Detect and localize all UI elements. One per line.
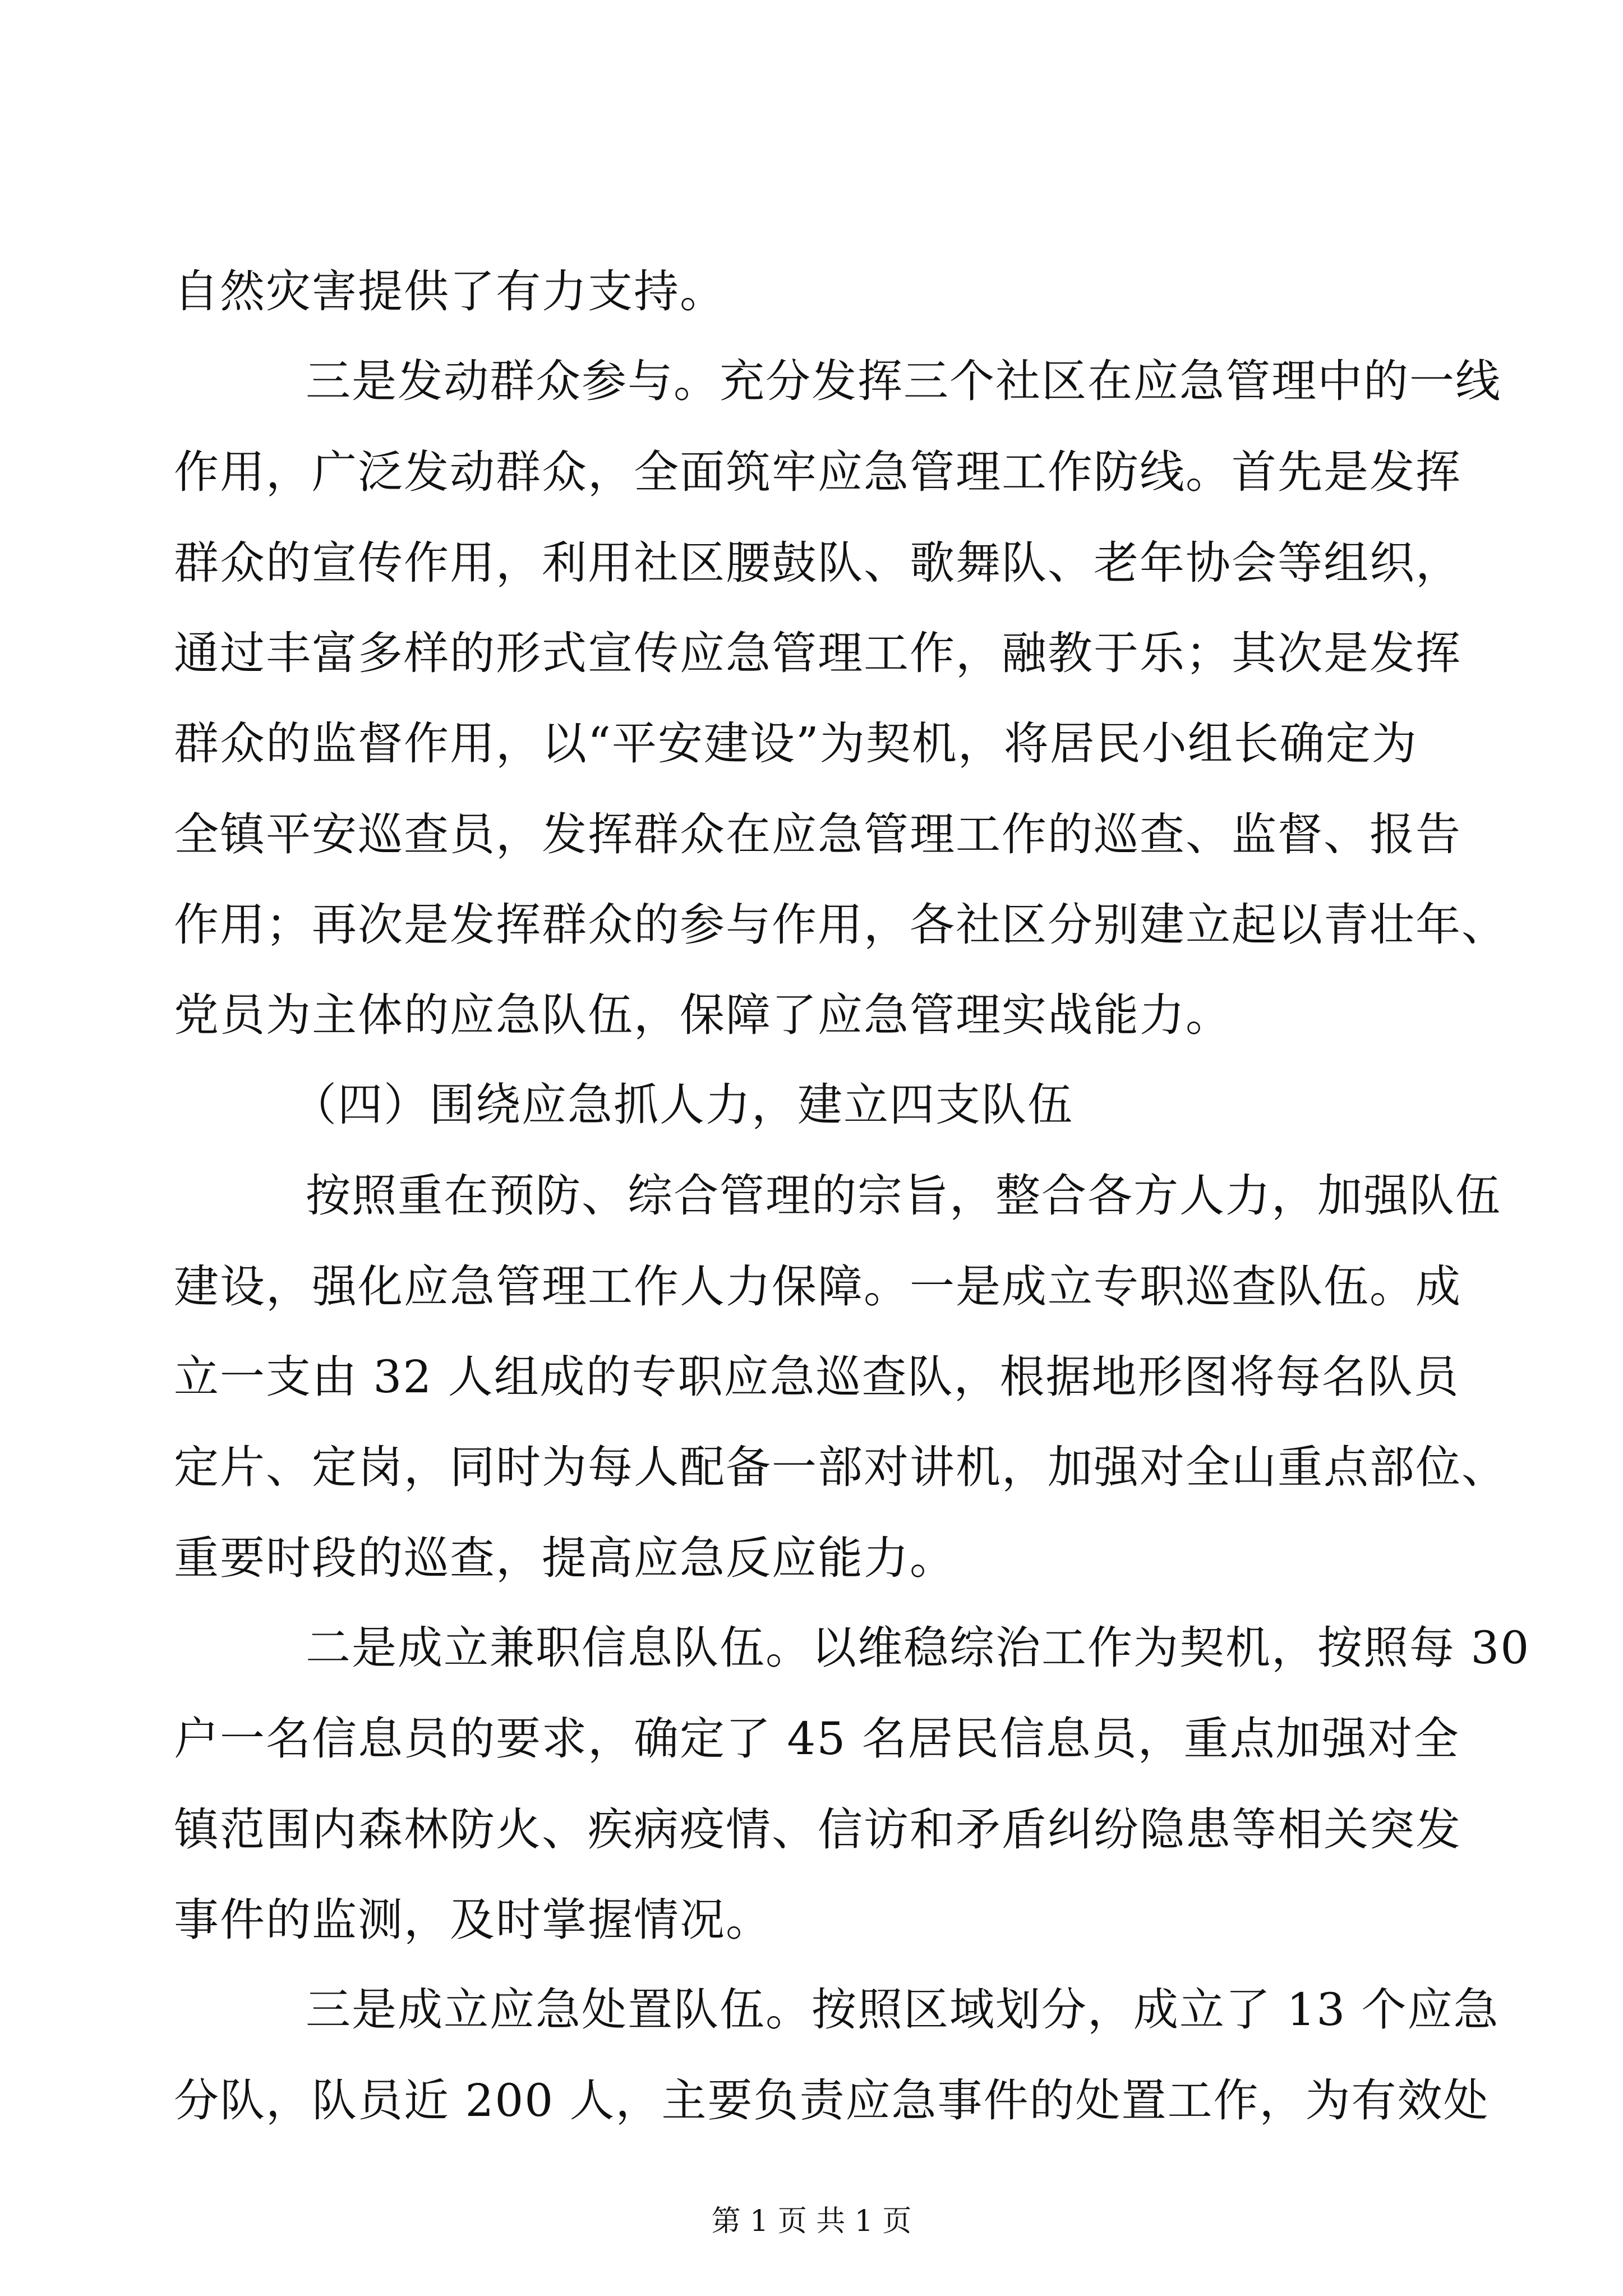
text-line-1: 自然灾害提供了有力支持。 [174,265,726,318]
text-line-18: 镇范围内森林防火、疾病疫情、信访和矛盾纠纷隐患等相关突发 [174,1803,1461,1856]
section-heading: （四）围绕应急抓人力，建立四支队伍 [292,1079,1073,1131]
text-line-8: 作用；再次是发挥群众的参与作用，各社区分别建立起以青壮年、 [174,899,1507,951]
text-line-20: 三是成立应急处置队伍。按照区域划分，成立了 13 个应急 [306,1984,1500,2036]
text-line-7: 全镇平安巡查员，发挥群众在应急管理工作的巡查、监督、报告 [174,808,1461,861]
text-line-19: 事件的监测，及时掌握情况。 [174,1894,772,1946]
page-footer: 第 1 页 共 1 页 [711,2205,912,2238]
text-line-17: 户一名信息员的要求，确定了 45 名居民信息员，重点加强对全 [174,1713,1460,1765]
text-line-3: 作用，广泛发动群众，全面筑牢应急管理工作防线。首先是发挥 [174,446,1461,498]
text-line-13: 立一支由 32 人组成的专职应急巡查队，根据地形图将每名队员 [174,1351,1460,1403]
text-line-14: 定片、定岗，同时为每人配备一部对讲机，加强对全山重点部位、 [174,1441,1507,1493]
text-line-4: 群众的宣传作用，利用社区腰鼓队、歌舞队、老年协会等组织， [174,537,1461,589]
text-line-9: 党员为主体的应急队伍，保障了应急管理实战能力。 [174,989,1232,1041]
text-line-11: 按照重在预防、综合管理的宗旨，整合各方人力，加强队伍 [306,1170,1501,1222]
text-line-2: 三是发动群众参与。充分发挥三个社区在应急管理中的一线 [306,355,1501,407]
text-line-12: 建设，强化应急管理工作人力保障。一是成立专职巡查队伍。成 [174,1260,1461,1313]
text-line-21: 分队，队员近 200 人，主要负责应急事件的处置工作，为有效处 [174,2074,1490,2127]
text-line-5: 通过丰富多样的形式宣传应急管理工作，融教于乐；其次是发挥 [174,627,1461,679]
text-line-15: 重要时段的巡查，提高应急反应能力。 [174,1532,956,1584]
text-line-6: 群众的监督作用，以“平安建设”为契机，将居民小组长确定为 [174,717,1418,770]
text-line-16: 二是成立兼职信息队伍。以维稳综治工作为契机，按照每 30 [306,1622,1530,1674]
